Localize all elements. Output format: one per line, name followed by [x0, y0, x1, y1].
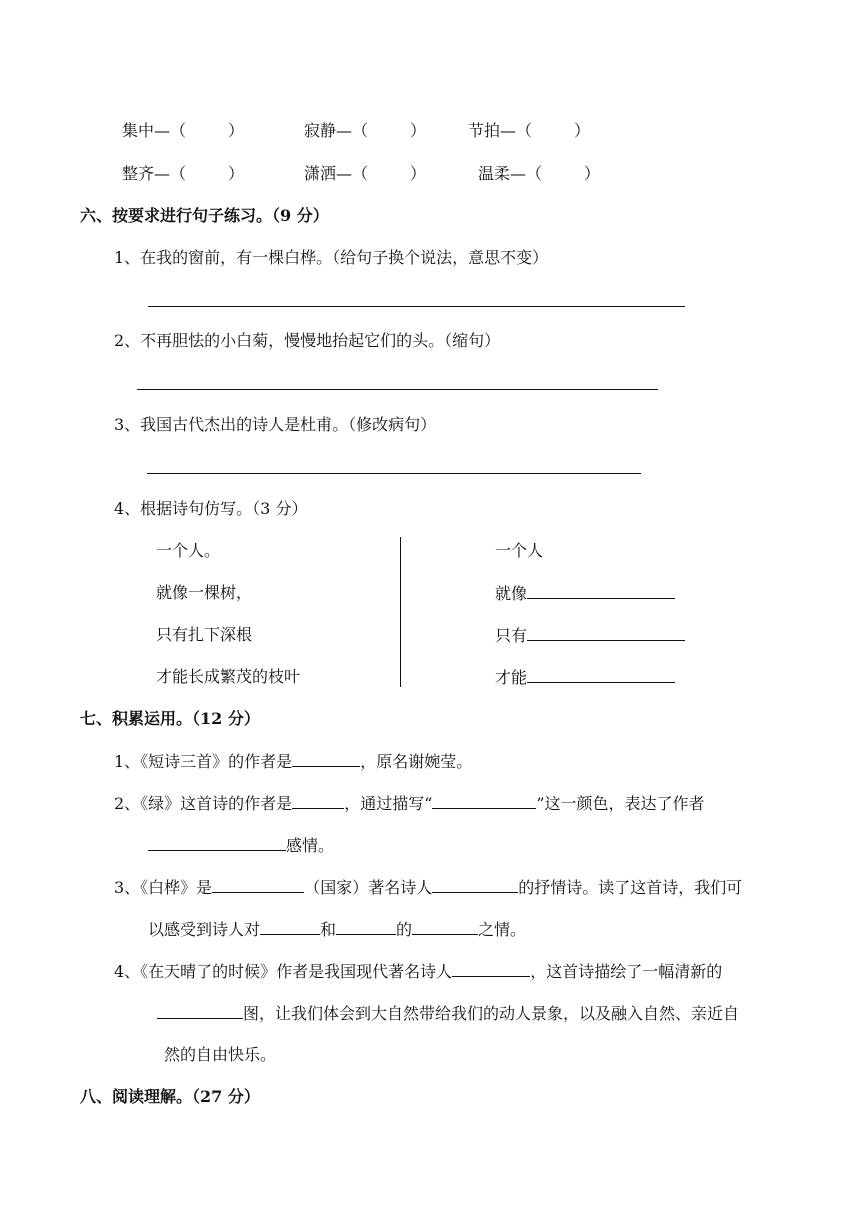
blank-field[interactable] — [292, 751, 360, 767]
answer-line[interactable] — [147, 473, 641, 474]
question-text: 3、《白桦》是 （国家）著名诗人 的抒情诗。读了这首诗，我们可 — [114, 878, 743, 897]
question-text-continued: 然的自由快乐。 — [164, 1045, 277, 1064]
blank-field[interactable] — [336, 919, 396, 935]
poem-line: 就像一棵树， — [156, 583, 253, 602]
answer-line[interactable] — [148, 306, 685, 307]
antonym-item: 温柔—（ ） — [478, 164, 601, 183]
blank-field[interactable] — [212, 877, 304, 893]
antonym-item: 节拍—（ ） — [468, 121, 591, 140]
blank-field[interactable] — [412, 919, 478, 935]
question-text: 3、我国古代杰出的诗人是杜甫。（修改病句） — [114, 415, 437, 434]
question-text: 2、《绿》这首诗的作者是 ，通过描写“ ”这一颜色，表达了作者 — [114, 794, 705, 813]
question-text: 1、《短诗三首》的作者是 ，原名谢婉莹。 — [114, 752, 473, 771]
poem-imitation-row: 就像 — [495, 583, 675, 604]
blank-field[interactable] — [527, 667, 675, 683]
poem-line: 才能长成繁茂的枝叶 — [156, 667, 301, 686]
section-heading: 七、积累运用。（12 分） — [80, 709, 260, 728]
antonym-item: 集中—（ ） — [122, 121, 245, 140]
question-text: 2、不再胆怯的小白菊，慢慢地抬起它们的头。（缩句） — [114, 331, 501, 350]
poem-line: 一个人。 — [156, 541, 221, 560]
blank-field[interactable] — [157, 1003, 243, 1019]
blank-field[interactable] — [527, 583, 675, 599]
question-text: 1、在我的窗前，有一棵白桦。（给句子换个说法，意思不变） — [114, 248, 549, 267]
poem-imitation-row: 只有 — [495, 625, 685, 646]
table-divider — [400, 537, 401, 687]
antonym-item: 寂静—（ ） — [304, 121, 427, 140]
blank-field[interactable] — [432, 877, 518, 893]
blank-field[interactable] — [148, 835, 286, 851]
section-heading: 六、按要求进行句子练习。（9 分） — [80, 206, 329, 225]
question-text: 4、《在天晴了的时候》作者是我国现代著名诗人 ，这首诗描绘了一幅清新的 — [114, 962, 723, 981]
question-text-continued: 感情。 — [148, 835, 334, 856]
blank-field[interactable] — [292, 793, 344, 809]
section-heading: 八、阅读理解。（27 分） — [80, 1087, 260, 1106]
blank-field[interactable] — [527, 625, 685, 641]
question-text-continued: 以感受到诗人对 和 的 之情。 — [148, 920, 527, 939]
blank-field[interactable] — [260, 919, 320, 935]
antonym-item: 整齐—（ ） — [122, 164, 245, 183]
answer-line[interactable] — [137, 389, 658, 390]
question-text-continued: 图，让我们体会到大自然带给我们的动人景象，以及融入自然、亲近自 — [157, 1003, 739, 1024]
blank-field[interactable] — [452, 961, 530, 977]
question-text: 4、根据诗句仿写。（3 分） — [114, 499, 308, 518]
poem-line: 一个人 — [495, 541, 544, 560]
blank-field[interactable] — [432, 793, 536, 809]
antonym-item: 潇洒—（ ） — [304, 164, 427, 183]
poem-line: 只有扎下深根 — [156, 625, 253, 644]
poem-imitation-row: 才能 — [495, 667, 675, 688]
